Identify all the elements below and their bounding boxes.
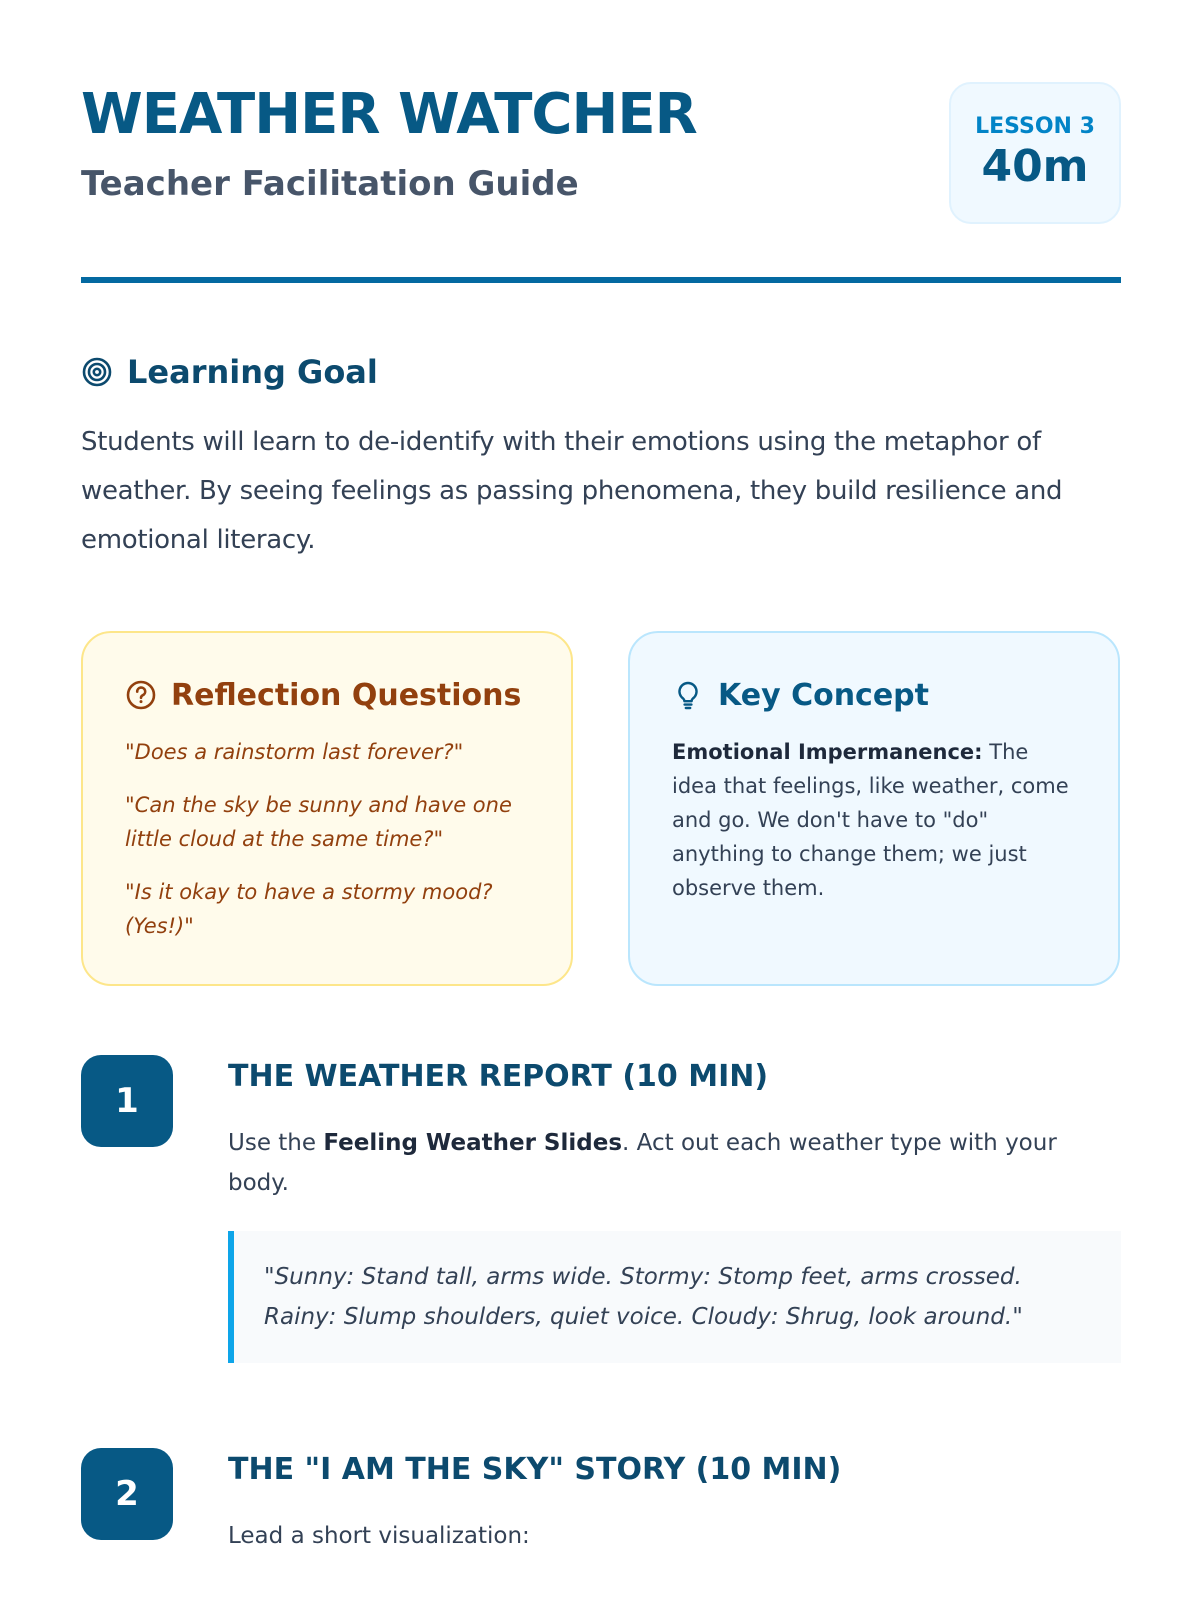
lesson-label: LESSON 3 xyxy=(975,114,1095,139)
step-text-end: . Act out each weather type with your body. xyxy=(228,1130,1057,1196)
header xyxy=(81,82,1121,232)
key-concept-card xyxy=(628,631,1120,986)
step-title: THE WEATHER REPORT (10 MIN) xyxy=(228,1059,769,1094)
learning-goal-text: Students will learn to de-identify with their emotions using the metaphor of weather. By seeing feelings as passing phenomena, they build resilience and emotional literacy. xyxy=(81,427,1063,555)
step-body xyxy=(228,1055,1121,1363)
page-title: WEATHER WATCHER xyxy=(81,82,697,147)
key-concept-heading xyxy=(672,675,1078,715)
reflection-questions-title: Reflection Questions xyxy=(171,677,522,713)
learning-goal-heading xyxy=(81,352,378,392)
lesson-badge xyxy=(949,82,1121,224)
reflection-question: "Is it okay to have a stormy mood? (Yes!)" xyxy=(125,880,493,938)
lesson-duration: 40m xyxy=(981,141,1089,192)
step-quote: "Sunny: Stand tall, arms wide. Stormy: Stomp feet, arms crossed. Rainy: Slump shoulders, quiet voice. Cloudy: Shrug, look around." xyxy=(228,1231,1121,1363)
reflection-question: "Does a rainstorm last forever?" xyxy=(125,740,464,764)
reflection-questions-card xyxy=(81,631,573,986)
target-icon xyxy=(81,356,113,388)
step-text-start: Use the xyxy=(228,1130,324,1156)
page-subtitle: Teacher Facilitation Guide xyxy=(81,164,579,204)
question-circle-icon xyxy=(125,679,157,711)
step-number-badge: 2 xyxy=(81,1448,173,1540)
header-divider xyxy=(81,277,1121,283)
reflection-question: "Can the sky be sunny and have one little cloud at the same time?" xyxy=(125,793,512,851)
reflection-questions-heading xyxy=(125,675,531,715)
feeling-weather-slides-ref: Feeling Weather Slides xyxy=(323,1130,623,1156)
step-instructions: Lead a short visualization: xyxy=(228,1523,530,1549)
step-number-badge: 1 xyxy=(81,1055,173,1147)
learning-goal-title: Learning Goal xyxy=(127,353,378,391)
key-concept-text xyxy=(672,735,1078,905)
lightbulb-icon xyxy=(672,679,704,711)
step-instructions xyxy=(228,1123,1121,1203)
key-concept-term: Emotional Impermanence: xyxy=(672,740,983,764)
step-title: THE "I AM THE SKY" STORY (10 MIN) xyxy=(228,1452,842,1487)
lesson-guide-page xyxy=(81,0,1121,1600)
key-concept-definition: The idea that feelings, like weather, come and go. We don't have to "do" anything to change them; we just observe them. xyxy=(672,740,1069,900)
step-body xyxy=(228,1448,1121,1556)
key-concept-title: Key Concept xyxy=(718,677,929,713)
